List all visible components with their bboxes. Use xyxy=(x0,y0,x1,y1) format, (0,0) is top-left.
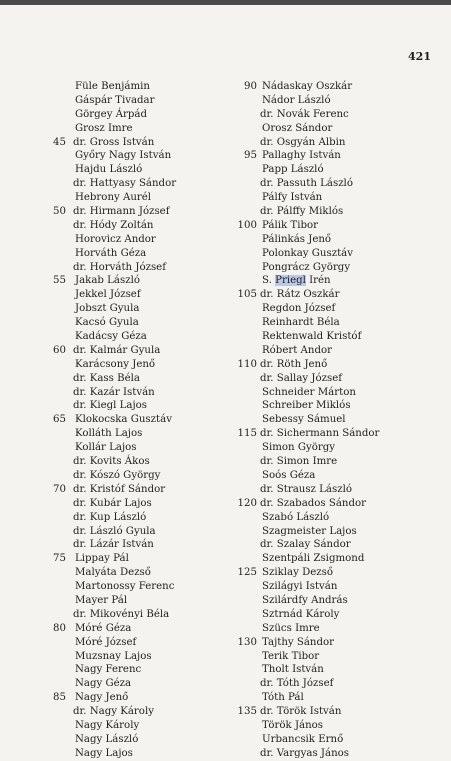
person-name: dr. Nagy Károly xyxy=(73,706,154,718)
list-item xyxy=(40,247,230,261)
entry-number: 80 xyxy=(53,622,66,634)
entry-number: 125 xyxy=(237,567,257,579)
person-name: dr. Novák Ferenc xyxy=(260,108,349,120)
list-item xyxy=(40,525,230,539)
person-name: dr. Kalmár Gyula xyxy=(73,344,161,356)
list-item xyxy=(229,413,429,427)
entry-number: 65 xyxy=(53,414,66,426)
list-item xyxy=(229,650,429,664)
person-name: Mayer Pál xyxy=(75,594,128,606)
person-name: dr. Vargyas János xyxy=(260,747,350,759)
person-name: Szilágyi István xyxy=(262,581,338,593)
person-name: Pálinkás Jenő xyxy=(262,233,332,245)
entry-number: 55 xyxy=(53,275,66,287)
person-name: dr. Strausz László xyxy=(260,483,352,495)
person-name: dr. Röth Jenő xyxy=(260,358,328,370)
person-name: dr. Kószó György xyxy=(73,469,161,481)
entry-number: 105 xyxy=(237,289,257,301)
person-name: Nagy Lajos xyxy=(75,747,133,759)
list-item xyxy=(229,330,429,344)
entry-number: 120 xyxy=(237,497,257,509)
list-item xyxy=(40,261,230,275)
entry-number: 70 xyxy=(53,483,66,495)
list-item xyxy=(229,247,429,261)
list-item xyxy=(229,94,429,108)
person-name: dr. Török István xyxy=(260,706,342,718)
page-number: 421 xyxy=(408,50,431,63)
list-item xyxy=(229,497,429,511)
entry-number: 95 xyxy=(244,150,257,162)
list-item xyxy=(40,288,230,302)
person-name: Kolláth Lajos xyxy=(75,428,143,440)
person-name: Nagy László xyxy=(75,733,139,745)
person-name: Rektenwald Kristóf xyxy=(262,331,362,343)
person-name: Pongrácz György xyxy=(262,261,351,273)
list-item xyxy=(40,677,230,691)
person-name: Kacsó Gyula xyxy=(75,317,139,329)
person-name: dr. Tóth József xyxy=(260,678,334,690)
list-item xyxy=(40,233,230,247)
person-name: Simon György xyxy=(262,442,336,454)
list-item xyxy=(229,427,429,441)
entry-number: 110 xyxy=(237,358,257,370)
person-name: Malyáta Dezső xyxy=(75,567,151,579)
person-name: Tajthy Sándor xyxy=(262,636,335,648)
person-name: Nádor László xyxy=(262,94,331,106)
list-item xyxy=(229,525,429,539)
person-name: Horovicz Andor xyxy=(75,233,156,245)
person-name: Szagmeister Lajos xyxy=(262,525,357,537)
person-name: dr. Hódy Zoltán xyxy=(73,219,154,231)
person-name: Reinhardt Béla xyxy=(262,317,340,329)
list-item xyxy=(40,483,230,497)
list-item xyxy=(40,650,230,664)
list-item xyxy=(40,636,230,650)
list-item xyxy=(40,538,230,552)
entry-number: 100 xyxy=(237,219,257,231)
list-item xyxy=(229,511,429,525)
list-item xyxy=(40,122,230,136)
person-name: Grosz Imre xyxy=(75,122,133,134)
list-item xyxy=(229,274,429,288)
entry-number: 45 xyxy=(53,136,66,148)
person-name: dr. Kazár István xyxy=(73,386,155,398)
person-name: Sebessy Sámuel xyxy=(262,414,346,426)
person-name: Lippay Pál xyxy=(75,553,129,565)
list-item xyxy=(229,288,429,302)
person-name: dr. Passuth László xyxy=(260,178,353,190)
person-name: Pálik Tibor xyxy=(262,219,318,231)
person-name: Martonossy Ferenc xyxy=(75,581,175,593)
list-item xyxy=(229,163,429,177)
person-name: Török János xyxy=(262,719,324,731)
list-item xyxy=(229,344,429,358)
list-item xyxy=(229,747,429,761)
list-item xyxy=(229,233,429,247)
list-item xyxy=(229,316,429,330)
list-item xyxy=(40,441,230,455)
list-item xyxy=(40,427,230,441)
person-name: Móré Géza xyxy=(75,622,132,634)
person-name: dr. Gross István xyxy=(73,136,155,148)
list-item xyxy=(40,316,230,330)
top-border xyxy=(0,0,451,5)
list-item xyxy=(40,622,230,636)
list-item xyxy=(40,191,230,205)
person-name: dr. Pálffy Miklós xyxy=(260,206,344,218)
person-name: dr. Mikovényi Béla xyxy=(73,608,170,620)
list-item xyxy=(229,594,429,608)
list-item xyxy=(40,163,230,177)
person-name: Tholt István xyxy=(262,664,324,676)
list-item xyxy=(40,177,230,191)
list-item xyxy=(40,455,230,469)
person-name: Papp László xyxy=(262,164,324,176)
person-name: Szilárdfy András xyxy=(262,594,348,606)
person-name: dr. Hirmann József xyxy=(73,206,170,218)
person-name: Jekkel József xyxy=(75,289,141,301)
person-name: Móré József xyxy=(75,636,137,648)
list-item xyxy=(40,663,230,677)
person-name: dr. Kristóf Sándor xyxy=(73,483,166,495)
person-name: Szentpáli Zsigmond xyxy=(262,553,365,565)
person-name: Pallaghy István xyxy=(262,150,341,162)
person-name: Füle Benjámin xyxy=(75,81,150,92)
person-name: Polonkay Gusztáv xyxy=(262,247,353,259)
list-item xyxy=(40,302,230,316)
list-item xyxy=(229,149,429,163)
list-item xyxy=(40,691,230,705)
list-item xyxy=(40,372,230,386)
list-item xyxy=(229,483,429,497)
list-item xyxy=(229,358,429,372)
entry-number: 60 xyxy=(53,344,66,356)
person-name: Schreiber Miklós xyxy=(262,400,351,412)
list-item xyxy=(229,108,429,122)
person-name: dr. Sallay József xyxy=(260,372,342,384)
list-item xyxy=(40,108,230,122)
person-name: dr. Kiegl Lajos xyxy=(73,400,148,412)
person-name: Pálfy István xyxy=(262,192,323,204)
list-item xyxy=(229,136,429,150)
entry-number: 50 xyxy=(53,206,66,218)
person-name: Gáspár Tivadar xyxy=(75,94,155,106)
list-item xyxy=(40,149,230,163)
person-name: Hebrony Aurél xyxy=(75,192,152,204)
list-item xyxy=(40,469,230,483)
entry-number: 130 xyxy=(237,636,257,648)
list-item xyxy=(229,622,429,636)
list-item xyxy=(40,136,230,150)
list-item xyxy=(229,677,429,691)
list-item xyxy=(229,205,429,219)
person-name: dr. László Gyula xyxy=(73,525,156,537)
list-item xyxy=(229,191,429,205)
list-item xyxy=(40,608,230,622)
person-name: Schneider Márton xyxy=(262,386,356,398)
person-name: Kadácsy Géza xyxy=(75,331,147,343)
person-name: Nagy Jenő xyxy=(75,692,129,704)
list-item xyxy=(40,552,230,566)
list-item xyxy=(229,566,429,580)
person-name: Szücs Imre xyxy=(262,622,320,634)
person-name: dr. Kovits Ákos xyxy=(73,456,150,468)
list-item xyxy=(229,122,429,136)
highlighted-text: Priegl xyxy=(275,275,306,287)
entry-number: 135 xyxy=(237,706,257,718)
person-name: Kollár Lajos xyxy=(75,442,137,454)
person-name: Klokocska Gusztáv xyxy=(75,414,172,426)
entry-number: 90 xyxy=(244,81,257,92)
list-item xyxy=(229,469,429,483)
list-item xyxy=(229,733,429,747)
person-name: dr. Simon Imre xyxy=(260,456,338,468)
list-item xyxy=(229,538,429,552)
list-item xyxy=(40,386,230,400)
person-name: S. Priegl Irén xyxy=(262,275,331,287)
person-name: dr. Kubár Lajos xyxy=(73,497,152,509)
list-item xyxy=(40,511,230,525)
list-item xyxy=(229,691,429,705)
person-name: Horváth Géza xyxy=(75,247,147,259)
person-name: Görgey Árpád xyxy=(75,108,148,120)
person-name: Nagy Ferenc xyxy=(75,664,142,676)
person-name: dr. Sichermann Sándor xyxy=(260,428,380,440)
list-item xyxy=(229,455,429,469)
person-name: Szabó László xyxy=(262,511,330,523)
list-item xyxy=(40,330,230,344)
person-name: Regdon József xyxy=(262,303,336,315)
list-item xyxy=(229,399,429,413)
person-name: dr. Rátz Oszkár xyxy=(260,289,340,301)
list-item xyxy=(40,594,230,608)
entry-number: 75 xyxy=(53,553,66,565)
list-item xyxy=(229,177,429,191)
person-name: Karácsony Jenő xyxy=(75,358,156,370)
person-name: Tóth Pál xyxy=(262,692,304,704)
list-item xyxy=(229,441,429,455)
person-name: Nagy Géza xyxy=(75,678,132,690)
list-item xyxy=(40,399,230,413)
list-item xyxy=(40,580,230,594)
person-name: dr. Szabados Sándor xyxy=(260,497,367,509)
list-item xyxy=(40,358,230,372)
person-name: Urbancsik Ernő xyxy=(262,733,344,745)
list-item xyxy=(229,719,429,733)
list-item xyxy=(229,261,429,275)
list-item xyxy=(229,302,429,316)
person-name: Győry Nagy István xyxy=(75,150,172,162)
list-item xyxy=(40,344,230,358)
person-name: dr. Horváth József xyxy=(73,261,166,273)
left-name-column xyxy=(40,80,230,761)
list-item xyxy=(40,747,230,761)
person-name: Sztrnád Károly xyxy=(262,608,340,620)
person-name: Róbert Andor xyxy=(262,344,332,356)
entry-number: 115 xyxy=(237,428,257,440)
person-name: Nagy Károly xyxy=(75,719,140,731)
person-name: dr. Kass Béla xyxy=(73,372,140,384)
person-name: dr. Lázár István xyxy=(73,539,154,551)
list-item xyxy=(229,386,429,400)
person-name: dr. Osgyán Albin xyxy=(260,136,346,148)
list-item xyxy=(40,413,230,427)
list-item xyxy=(40,705,230,719)
list-item xyxy=(40,497,230,511)
list-item xyxy=(229,705,429,719)
list-item xyxy=(40,205,230,219)
list-item xyxy=(229,636,429,650)
person-name: Orosz Sándor xyxy=(262,122,333,134)
list-item xyxy=(229,219,429,233)
list-item xyxy=(40,719,230,733)
list-item xyxy=(40,566,230,580)
list-item xyxy=(40,80,230,94)
right-name-column xyxy=(229,80,429,761)
person-name: Soós Géza xyxy=(262,469,316,481)
person-name: dr. Hattyasy Sándor xyxy=(73,178,177,190)
person-name: dr. Kup László xyxy=(73,511,147,523)
list-item xyxy=(229,80,429,94)
person-name: Terik Tibor xyxy=(262,650,320,662)
entry-number: 85 xyxy=(53,692,66,704)
list-item xyxy=(229,608,429,622)
list-item xyxy=(229,580,429,594)
person-name: dr. Szalay Sándor xyxy=(260,539,351,551)
person-name: Jobszt Gyula xyxy=(75,303,140,315)
list-item xyxy=(40,94,230,108)
list-item xyxy=(40,733,230,747)
list-item xyxy=(40,274,230,288)
list-item xyxy=(40,219,230,233)
list-item xyxy=(229,663,429,677)
person-name: Muzsnay Lajos xyxy=(75,650,152,662)
person-name: Nádaskay Oszkár xyxy=(262,81,353,92)
person-name: Sziklay Dezső xyxy=(262,567,334,579)
person-name: Hajdu László xyxy=(75,164,143,176)
list-item xyxy=(229,372,429,386)
list-item xyxy=(229,552,429,566)
person-name: Jakab László xyxy=(75,275,140,287)
